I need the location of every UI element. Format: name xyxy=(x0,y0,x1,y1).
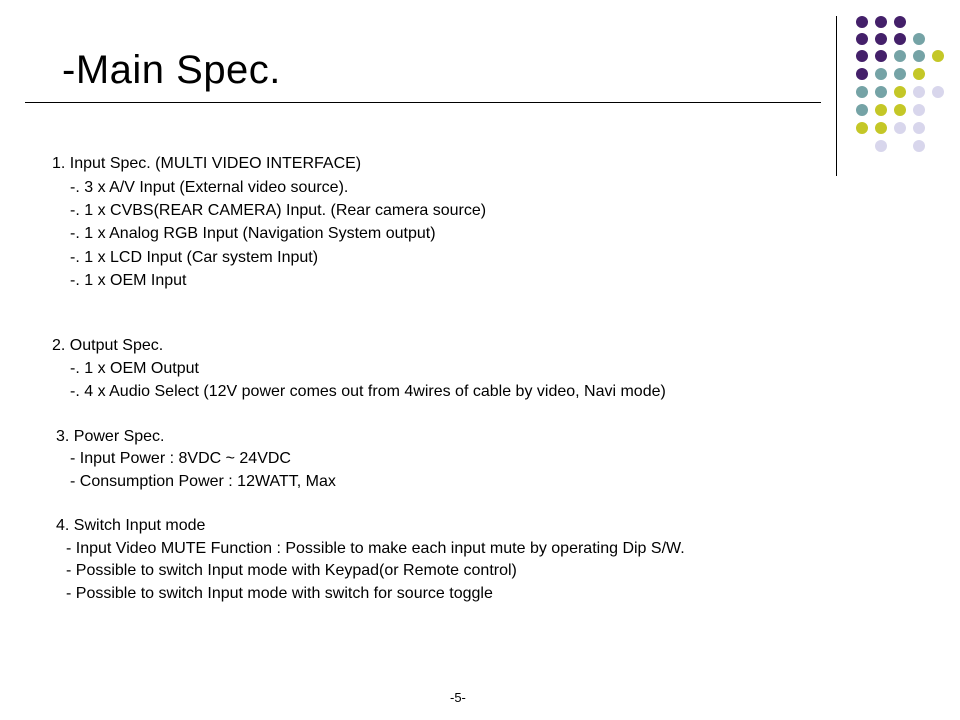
input-spec-heading: 1. Input Spec. (MULTI VIDEO INTERFACE) xyxy=(52,155,362,172)
title-divider xyxy=(25,102,821,103)
decorative-dot xyxy=(875,122,887,134)
decorative-dot xyxy=(856,86,868,98)
decorative-dot xyxy=(875,33,887,45)
decorative-dot xyxy=(894,104,906,116)
output-spec-item: -. 4 x Audio Select (12V power comes out from 4wires of cable by video, Navi mode) xyxy=(70,383,666,400)
decorative-dot xyxy=(856,33,868,45)
decorative-dot xyxy=(856,50,868,62)
decorative-dot xyxy=(875,140,887,152)
decorative-dot xyxy=(875,16,887,28)
input-spec-item: -. 1 x Analog RGB Input (Navigation System output) xyxy=(70,225,436,242)
decorative-dot xyxy=(913,33,925,45)
decorative-dot xyxy=(856,68,868,80)
decorative-dot xyxy=(894,68,906,80)
decorative-dot xyxy=(894,122,906,134)
decorative-dot xyxy=(913,104,925,116)
decorative-dot xyxy=(932,50,944,62)
power-spec-item: - Consumption Power : 12WATT, Max xyxy=(70,473,336,490)
switch-mode-heading: 4. Switch Input mode xyxy=(56,517,206,534)
decorative-dot xyxy=(913,140,925,152)
input-spec-item: -. 1 x OEM Input xyxy=(70,272,187,289)
decorative-dot xyxy=(894,16,906,28)
switch-mode-item: - Possible to switch Input mode with switch for source toggle xyxy=(66,585,493,602)
input-spec-item: -. 1 x LCD Input (Car system Input) xyxy=(70,249,319,266)
decorative-dot xyxy=(875,68,887,80)
decorative-dot xyxy=(913,68,925,80)
input-spec-item: -. 1 x CVBS(REAR CAMERA) Input. (Rear camera source) xyxy=(70,202,487,219)
power-spec-item: - Input Power : 8VDC ~ 24VDC xyxy=(70,450,291,467)
decorative-dot xyxy=(913,86,925,98)
decorative-dot xyxy=(875,86,887,98)
decorative-dot xyxy=(856,122,868,134)
slide-title: -Main Spec. xyxy=(62,48,281,92)
decorative-dot xyxy=(894,50,906,62)
input-spec-item: -. 3 x A/V Input (External video source). xyxy=(70,179,349,196)
decorative-dot xyxy=(913,50,925,62)
decorative-dot xyxy=(932,86,944,98)
output-spec-item: -. 1 x OEM Output xyxy=(70,360,199,377)
switch-mode-item: - Possible to switch Input mode with Keypad(or Remote control) xyxy=(66,562,517,579)
decorative-dot xyxy=(875,50,887,62)
decorative-dot xyxy=(894,33,906,45)
decorative-dot xyxy=(856,16,868,28)
page-number: -5- xyxy=(450,690,466,705)
decorative-dot xyxy=(875,104,887,116)
output-spec-heading: 2. Output Spec. xyxy=(52,337,164,354)
decorative-dot xyxy=(913,122,925,134)
switch-mode-item: - Input Video MUTE Function : Possible to make each input mute by operating Dip S/W. xyxy=(66,540,685,557)
decorative-dot xyxy=(856,104,868,116)
vertical-divider xyxy=(836,16,837,176)
power-spec-heading: 3. Power Spec. xyxy=(56,428,165,445)
decorative-dot xyxy=(894,86,906,98)
